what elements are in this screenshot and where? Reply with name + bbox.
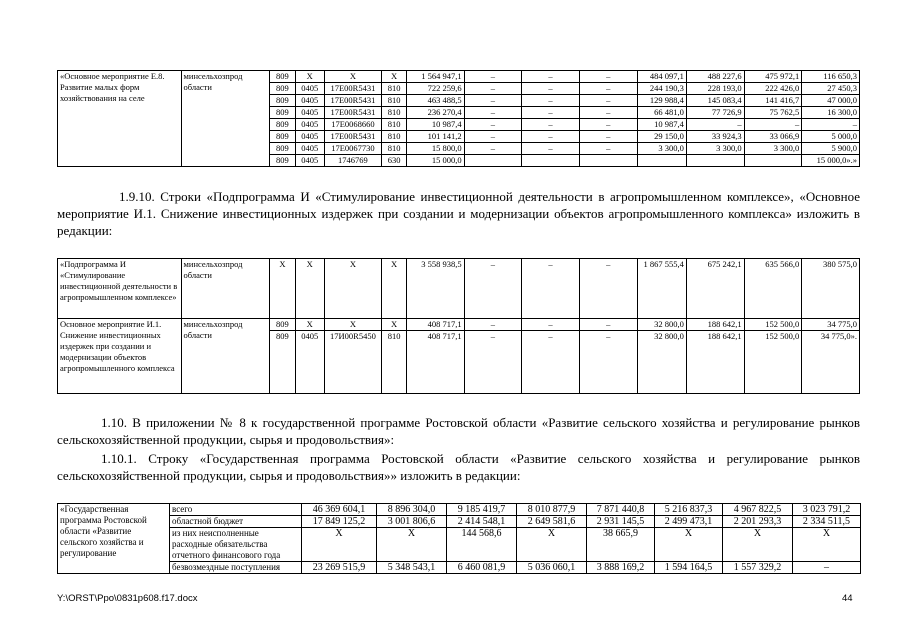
cell: – <box>464 331 522 394</box>
cell: – <box>464 131 522 143</box>
cell: 4 967 822,5 <box>723 504 793 516</box>
cell: 0405 <box>295 143 324 155</box>
cell: X <box>324 71 382 83</box>
table-row <box>58 504 861 516</box>
executor: минсельхозпрод области <box>181 71 270 167</box>
main-event-name: «Основное мероприятие Е.8. Развитие малых форм хозяйствования на селе <box>58 71 182 167</box>
table-state-program <box>57 503 861 574</box>
cell: 33 066,9 <box>744 131 802 143</box>
cell: 809 <box>270 107 296 119</box>
cell: 1 564 947,1 <box>406 71 464 83</box>
cell: 8 010 877,9 <box>517 504 587 516</box>
cell <box>744 155 802 167</box>
cell: 8 896 304,0 <box>377 504 447 516</box>
funding-source-label: областной бюджет <box>170 516 302 528</box>
cell <box>637 155 686 167</box>
cell: 3 300,0 <box>744 143 802 155</box>
cell: 2 201 293,3 <box>723 516 793 528</box>
cell: 32 800,0 <box>637 331 686 394</box>
cell: 810 <box>382 83 407 95</box>
cell: 2 931 145,5 <box>587 516 655 528</box>
cell: 47 000,0 <box>802 95 860 107</box>
cell: – <box>579 107 637 119</box>
footer-file-path: Y:\ORST\Ppo\0831p608.f17.docx <box>57 593 198 604</box>
cell: – <box>522 331 580 394</box>
cell: 488 227,6 <box>686 71 744 83</box>
cell: 15 000,0 <box>406 155 464 167</box>
cell: 244 190,3 <box>637 83 686 95</box>
cell: 17Е00R5431 <box>324 83 382 95</box>
cell: 16 300,0 <box>802 107 860 119</box>
cell: – <box>579 259 637 319</box>
cell: 75 762,5 <box>744 107 802 119</box>
cell: – <box>579 331 637 394</box>
cell: 188 642,1 <box>686 331 744 394</box>
cell: X <box>295 259 324 319</box>
cell <box>464 155 522 167</box>
cell: 3 300,0 <box>637 143 686 155</box>
cell: 15 000,0».» <box>802 155 860 167</box>
cell: 152 500,0 <box>744 319 802 331</box>
cell: – <box>464 95 522 107</box>
cell: 1746769 <box>324 155 382 167</box>
cell: – <box>522 71 580 83</box>
cell: X <box>324 259 382 319</box>
cell: – <box>579 119 637 131</box>
cell: 17И00R5450 <box>324 331 382 394</box>
table-main-event-e8 <box>57 70 860 167</box>
cell: 66 481,0 <box>637 107 686 119</box>
cell: 810 <box>382 143 407 155</box>
cell: 463 488,5 <box>406 95 464 107</box>
cell: 222 426,0 <box>744 83 802 95</box>
cell: X <box>302 528 377 562</box>
cell: – <box>464 259 522 319</box>
cell: 0405 <box>295 155 324 167</box>
cell: 408 717,1 <box>406 319 464 331</box>
cell: 3 001 806,6 <box>377 516 447 528</box>
cell: 236 270,4 <box>406 107 464 119</box>
cell: 101 141,2 <box>406 131 464 143</box>
main-event-name: Основное мероприятие И.1. Снижение инвестиционных издержек при создании и модернизации объектов агропромышленного комплекса <box>58 319 182 394</box>
cell: X <box>382 259 407 319</box>
cell: 809 <box>270 331 296 394</box>
cell: X <box>377 528 447 562</box>
cell: – <box>522 83 580 95</box>
table-subprogram-i <box>57 258 860 394</box>
cell: 3 558 938,5 <box>406 259 464 319</box>
cell: 5 036 060,1 <box>517 562 587 574</box>
cell: 475 972,1 <box>744 71 802 83</box>
cell: – <box>579 143 637 155</box>
cell: 17Е00R5431 <box>324 95 382 107</box>
funding-source-label: всего <box>170 504 302 516</box>
cell: 3 023 791,2 <box>793 504 861 516</box>
cell: 5 000,0 <box>802 131 860 143</box>
cell: 809 <box>270 119 296 131</box>
cell: 675 242,1 <box>686 259 744 319</box>
cell: 116 650,3 <box>802 71 860 83</box>
cell: – <box>686 119 744 131</box>
cell: 9 185 419,7 <box>447 504 517 516</box>
cell: 34 775,0 <box>802 319 860 331</box>
cell: 484 097,1 <box>637 71 686 83</box>
cell: 809 <box>270 131 296 143</box>
cell: 0405 <box>295 107 324 119</box>
executor: минсельхозпрод области <box>181 319 270 394</box>
cell: 145 083,4 <box>686 95 744 107</box>
cell: 722 259,6 <box>406 83 464 95</box>
cell: 810 <box>382 95 407 107</box>
cell: 17Е0067730 <box>324 143 382 155</box>
cell: 38 665,9 <box>587 528 655 562</box>
cell: 810 <box>382 107 407 119</box>
cell: – <box>464 83 522 95</box>
table-row <box>58 528 861 562</box>
cell: – <box>522 143 580 155</box>
cell: 188 642,1 <box>686 319 744 331</box>
cell: 3 888 169,2 <box>587 562 655 574</box>
cell: 810 <box>382 331 407 394</box>
cell: – <box>579 95 637 107</box>
cell: 27 450,3 <box>802 83 860 95</box>
cell: X <box>270 259 296 319</box>
cell: 17Е0068660 <box>324 119 382 131</box>
cell: 46 369 604,1 <box>302 504 377 516</box>
cell: X <box>655 528 723 562</box>
cell: 380 575,0 <box>802 259 860 319</box>
cell: 152 500,0 <box>744 331 802 394</box>
cell: 2 649 581,6 <box>517 516 587 528</box>
cell: 1 557 329,2 <box>723 562 793 574</box>
cell: 144 568,6 <box>447 528 517 562</box>
cell: 408 717,1 <box>406 331 464 394</box>
cell: 0405 <box>295 331 324 394</box>
cell: 1 594 164,5 <box>655 562 723 574</box>
cell: – <box>464 71 522 83</box>
cell: 34 775,0». <box>802 331 860 394</box>
cell: 29 150,0 <box>637 131 686 143</box>
cell: X <box>517 528 587 562</box>
paragraph-1-10: 1.10. В приложении № 8 к государственной программе Ростовской области «Развитие сельского хозяйства и регулирование рынков сельскохозяйственной продукции, сырья и продовольствия»: <box>57 415 860 447</box>
funding-source-label: безвозмездные поступления <box>170 562 302 574</box>
cell: – <box>464 319 522 331</box>
cell: 810 <box>382 131 407 143</box>
subprogram-name: «Подпрограмма И «Стимулирование инвестиционной деятельности в агропромышленном комплексе» <box>58 259 182 319</box>
cell: 228 193,0 <box>686 83 744 95</box>
cell: 7 871 440,8 <box>587 504 655 516</box>
cell: – <box>793 562 861 574</box>
executor: минсельхозпрод области <box>181 259 270 319</box>
cell: 2 334 511,5 <box>793 516 861 528</box>
cell: X <box>382 319 407 331</box>
cell <box>579 155 637 167</box>
cell: 809 <box>270 95 296 107</box>
cell: X <box>295 71 324 83</box>
cell: 5 348 543,1 <box>377 562 447 574</box>
cell: 6 460 081,9 <box>447 562 517 574</box>
table-row <box>58 71 860 83</box>
cell: – <box>522 131 580 143</box>
cell: 5 216 837,3 <box>655 504 723 516</box>
cell: 0405 <box>295 95 324 107</box>
cell: – <box>522 107 580 119</box>
cell: – <box>579 71 637 83</box>
cell: 809 <box>270 83 296 95</box>
cell: 0405 <box>295 83 324 95</box>
table-row <box>58 516 861 528</box>
cell: 635 566,0 <box>744 259 802 319</box>
cell: 10 987,4 <box>637 119 686 131</box>
cell <box>686 155 744 167</box>
cell: 809 <box>270 155 296 167</box>
table-row <box>58 259 860 319</box>
cell: – <box>579 319 637 331</box>
cell: X <box>793 528 861 562</box>
cell <box>522 155 580 167</box>
cell: – <box>522 119 580 131</box>
page-number: 44 <box>842 593 853 604</box>
cell: 129 988,4 <box>637 95 686 107</box>
cell: 3 300,0 <box>686 143 744 155</box>
cell: 17Е00R5431 <box>324 107 382 119</box>
table-row <box>58 319 860 331</box>
cell: X <box>382 71 407 83</box>
cell: 15 800,0 <box>406 143 464 155</box>
cell: 33 924,3 <box>686 131 744 143</box>
cell: X <box>295 319 324 331</box>
cell: 141 416,7 <box>744 95 802 107</box>
funding-source-label: из них неисполненные расходные обязательства отчетного финансового года <box>170 528 302 562</box>
cell: 77 726,9 <box>686 107 744 119</box>
cell: – <box>464 119 522 131</box>
cell: – <box>464 107 522 119</box>
cell: 1 867 555,4 <box>637 259 686 319</box>
cell: – <box>579 131 637 143</box>
cell: – <box>802 119 860 131</box>
cell: – <box>744 119 802 131</box>
cell: – <box>522 95 580 107</box>
table-row <box>58 562 861 574</box>
cell: 810 <box>382 119 407 131</box>
cell: 32 800,0 <box>637 319 686 331</box>
cell: – <box>522 319 580 331</box>
cell: 2 499 473,1 <box>655 516 723 528</box>
paragraph-1-9-10: 1.9.10. Строки «Подпрограмма И «Стимулирование инвестиционной деятельности в агропромышленном комплексе», «Основное мероприятие И.1. Снижение инвестиционных издержек при создании и модернизации объектов агропромышленного комплекса» изложить в редакции: <box>57 189 860 238</box>
cell: 809 <box>270 319 296 331</box>
cell: 0405 <box>295 131 324 143</box>
cell: X <box>723 528 793 562</box>
cell: 10 987,4 <box>406 119 464 131</box>
cell: 809 <box>270 143 296 155</box>
cell: 809 <box>270 71 296 83</box>
cell: – <box>464 143 522 155</box>
cell: 17 849 125,2 <box>302 516 377 528</box>
cell: – <box>579 83 637 95</box>
cell: 630 <box>382 155 407 167</box>
cell: 2 414 548,1 <box>447 516 517 528</box>
cell: X <box>324 319 382 331</box>
cell: 17Е00R5431 <box>324 131 382 143</box>
program-name: «Государственная программа Ростовской области «Развитие сельского хозяйства и регулирование <box>58 504 170 574</box>
cell: 0405 <box>295 119 324 131</box>
cell: – <box>522 259 580 319</box>
paragraph-1-10-1: 1.10.1. Строку «Государственная программа Ростовской области «Развитие сельского хозяйства и регулирование рынков сельскохозяйственной продукции, сырья и продовольствия»» изложить в редакции: <box>57 451 860 483</box>
cell: 23 269 515,9 <box>302 562 377 574</box>
cell: 5 900,0 <box>802 143 860 155</box>
